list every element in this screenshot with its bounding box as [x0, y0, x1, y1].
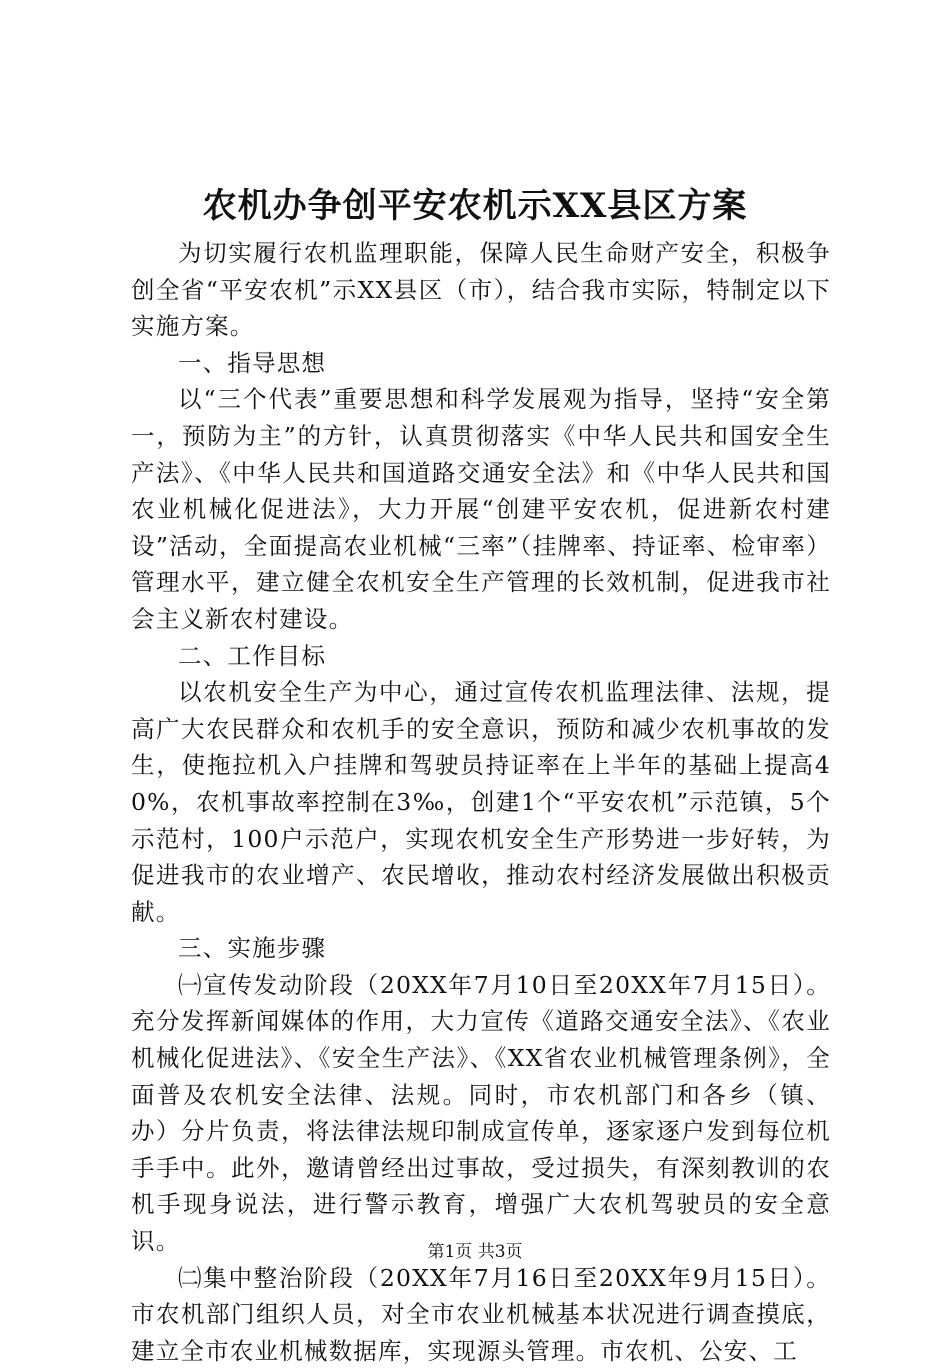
section-heading-implementation-steps: 三、实施步骤 [178, 934, 327, 963]
guiding-ideology-paragraph: 以“三个代表”重要思想和科学发展观为指导，坚持“安全第一，预防为主”的方针，认真贯彻落实《中华人民共和国安全生产法》、《中华人民共和国道路交通安全法》和《中华人民共和国农业机械化促进法》，大力开展“创建平安农机，促进新农村建设”活动，全面提高农业机械“三率”（挂牌率、持证率、检审率）管理水平，建立健全农机安全生产管理的长效机制，促进我市社会主义新农村建设。 [131, 385, 831, 633]
document-title: 农机办争创平安农机示XX县区方案 [202, 186, 748, 226]
section-heading-guiding-ideology: 一、指导思想 [178, 348, 327, 377]
publicity-stage-paragraph: ㈠宣传发动阶段（20XX年7月10日至20XX年7月15日）。充分发挥新闻媒体的作用，大力宣传《道路交通安全法》、《农业机械化促进法》、《安全生产法》、《XX省农业机械管理条例》，全面普及农机安全法律、法规。同时，市农机部门和各乡（镇、办）分片负责，将法律法规印制成宣传单，逐家逐户发到每位机手手中。此外，邀请曾经出过事故，受过损失，有深刻教训的农机手现身说法，进行警示教育，增强广大农机驾驶员的安全意识。 [131, 970, 831, 1256]
intro-paragraph: 为切实履行农机监理职能，保障人民生命财产安全，积极争创全省“平安农机”示XX县区（市），结合我市实际，特制定以下实施方案。 [131, 239, 831, 341]
page-footer: 第1页 共3页 [427, 1242, 523, 1262]
section-heading-work-goals: 二、工作目标 [178, 641, 327, 670]
rectification-stage-paragraph: ㈡集中整治阶段（20XX年7月16日至20XX年9月15日）。市农机部门组织人员，对全市农业机械基本状况进行调查摸底，建立全市农业机械数据库，实现源头管理。市农机、公安、工 [131, 1263, 831, 1365]
document-body [131, 235, 831, 1369]
work-goals-paragraph: 以农机安全生产为中心，通过宣传农机监理法律、法规，提高广大农民群众和农机手的安全意识，预防和减少农机事故的发生，使拖拉机入户挂牌和驾驶员持证率在上半年的基础上提高40%，农机事故率控制在3‰，创建1个“平安农机”示范镇，5个示范村，100户示范户，实现农机安全生产形势进一步好转，为促进我市的农业增产、农民增收，推动农村经济发展做出积极贡献。 [131, 678, 831, 926]
